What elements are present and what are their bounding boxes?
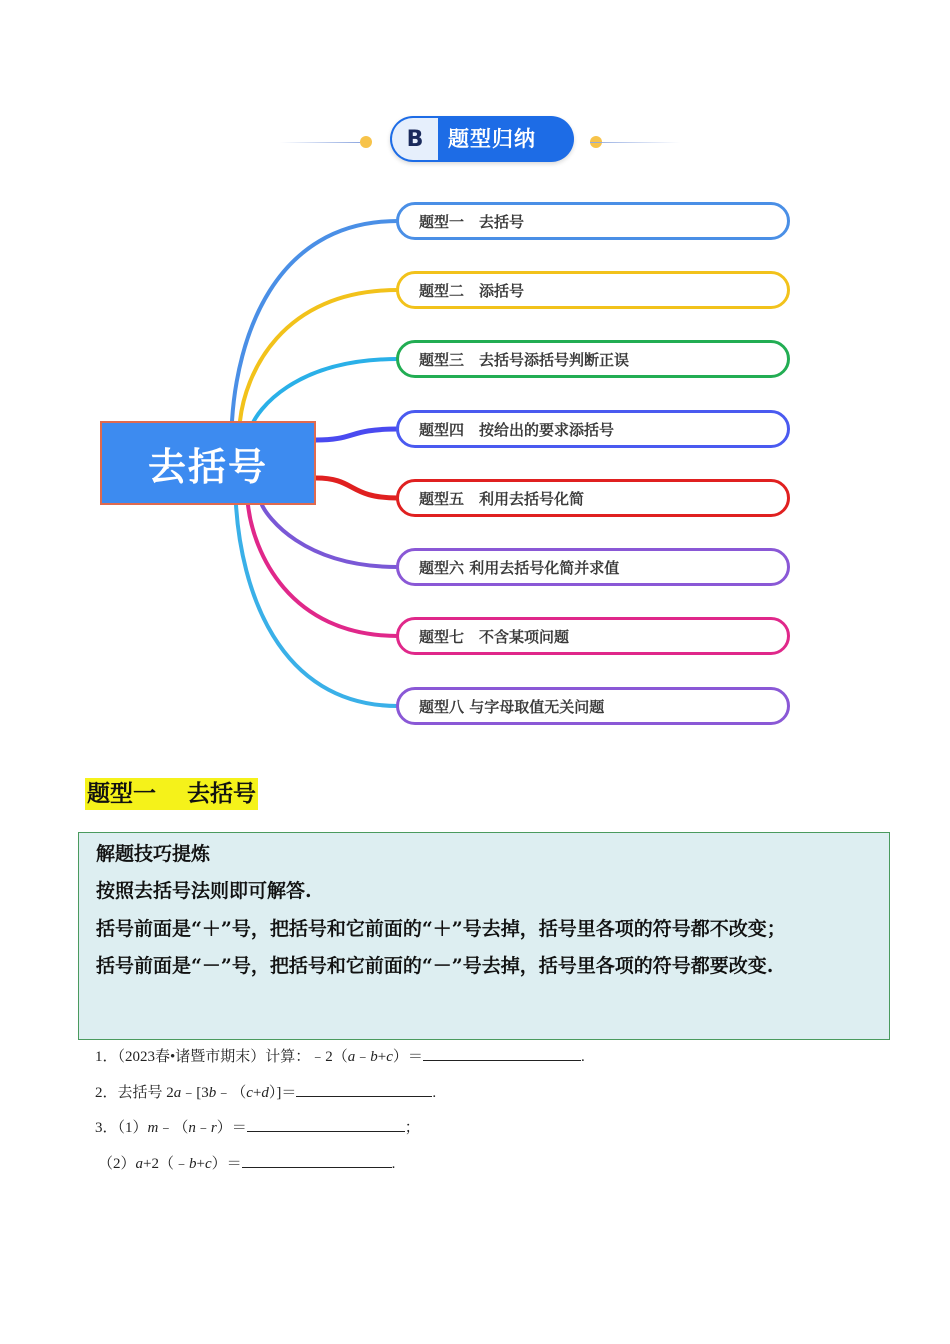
mindmap-branch-7[interactable]: [396, 617, 790, 655]
tips-paragraph-3: 括号前面是“－”号，把括号和它前面的“－”号去掉，括号里各项的符号都要改变.: [96, 955, 774, 977]
banner-letter: B: [392, 118, 438, 160]
mindmap-branch-1[interactable]: [396, 202, 790, 240]
question-2: 2．去括号 2a﹣[3b﹣（c+d）]＝ .: [95, 1081, 436, 1102]
connector-4: [316, 429, 398, 440]
mindmap-branch-3[interactable]: [396, 340, 790, 378]
banner-title: 题型归纳: [448, 127, 536, 151]
question-3-2: （2）a+2（﹣b+c）＝ .: [98, 1152, 395, 1173]
section-banner: [280, 116, 680, 164]
answer-blank[interactable]: [247, 1117, 405, 1132]
connector-3: [252, 359, 398, 425]
banner-left-line: [280, 142, 360, 143]
section-title: 题型一 去括号: [85, 778, 258, 810]
connector-8: [236, 505, 398, 706]
connector-1: [232, 221, 398, 421]
connector-2: [240, 290, 398, 421]
banner-left-dot: [360, 136, 372, 148]
answer-blank[interactable]: [423, 1046, 581, 1061]
question-1: 1．（2023春•诸暨市期末）计算：﹣2（a﹣b+c）＝ .: [95, 1045, 585, 1066]
branch-label: 题型一 去括号: [419, 212, 525, 231]
tips-title: 解题技巧提炼: [96, 843, 211, 865]
answer-blank[interactable]: [296, 1082, 432, 1097]
mindmap-branch-4[interactable]: [396, 410, 790, 448]
mindmap-root: 去括号: [100, 421, 316, 505]
connector-5: [316, 478, 398, 498]
banner-right-line: [590, 142, 680, 143]
branch-label: 题型五 利用去括号化简: [419, 489, 585, 508]
answer-blank[interactable]: [242, 1153, 392, 1168]
branch-label: 题型八 与字母取值无关问题: [419, 697, 605, 716]
branch-label: 题型六 利用去括号化简并求值: [419, 558, 620, 577]
tips-paragraph-1: 按照去括号法则即可解答.: [96, 880, 312, 902]
mindmap-branch-8[interactable]: [396, 687, 790, 725]
connector-6: [262, 505, 398, 567]
branch-label: 题型七 不含某项问题: [419, 627, 570, 646]
tips-paragraph-2: 括号前面是“＋”号，把括号和它前面的“＋”号去掉，括号里各项的符号都不改变；: [96, 918, 786, 940]
banner-pill: [390, 116, 574, 162]
mindmap-branch-2[interactable]: [396, 271, 790, 309]
branch-label: 题型四 按给出的要求添括号: [419, 420, 615, 439]
tips-box: [78, 832, 890, 1040]
mindmap-branch-6[interactable]: [396, 548, 790, 586]
branch-label: 题型三 去括号添括号判断正误: [419, 350, 630, 369]
branch-label: 题型二 添括号: [419, 281, 525, 300]
connector-7: [248, 505, 398, 636]
question-3-1: 3．（1）m﹣（n﹣r）＝ ；: [95, 1116, 420, 1137]
mindmap-branch-5[interactable]: [396, 479, 790, 517]
